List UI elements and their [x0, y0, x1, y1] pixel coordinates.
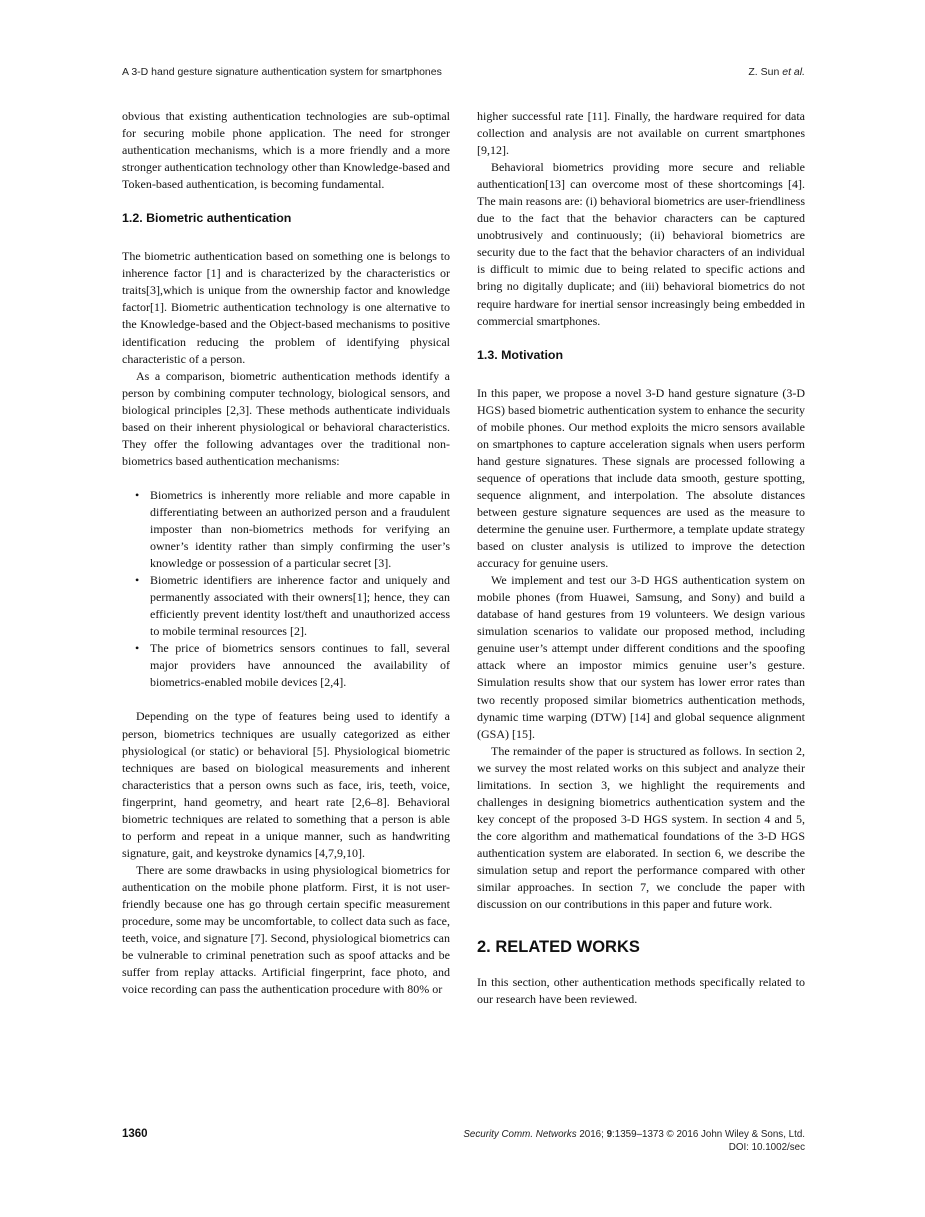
author-etal: et al.: [782, 66, 805, 78]
paragraph-intro-end: obvious that existing authentication technologies are sub-optimal for securing mobile phone application. The need for stronger authentication mechanisms, which is a more friendly and a more stronger authentication technology other than Knowledge-based and Token-based authentication, is becoming fundamental.: [122, 109, 450, 192]
list-item: [135, 487, 450, 572]
bullet-marker: •: [135, 573, 140, 588]
journal-volume: 9: [606, 1129, 613, 1140]
list-item-text: The price of biometrics sensors continues to fall, several major providers have announced the availability of biometrics-enabled mobile devices [2,4].: [150, 641, 450, 690]
citation-line: [463, 1128, 805, 1141]
paragraph-motivation-3: The remainder of the paper is structured as follows. In section 2, we survey the most related works on this subject and analyze their limitations. In section 3, we highlight the requirements and challenges in designing biometrics authentication system and the key concept of the proposed 3-D HGS system. In section 4 and 5, the core algorithm and mathematical foundations of the 3-D HGS authentication system are elaborated. In section 6, we describe the simulation setup and report the performance compared with other similar approaches. In section 7, we conclude the paper with discussion on our contributions in this paper and future work.: [477, 743, 805, 912]
list-item: [135, 640, 450, 691]
left-column: [122, 108, 450, 998]
list-item-text: Biometrics is inherently more reliable and more capable in differentiating between an authorized person and a fraudulent imposter than non-biometrics methods for verifying an owner’s identity rather than simply confirming the user’s knowledge or possession of a particular secret [3].: [150, 487, 450, 571]
paragraph-biometric-1: The biometric authentication based on something one is belongs to inherence factor [1] and is characterized by the characteristics or traits[3],which is unique from the ownership factor and knowledge factor[1]. Biometric authentication technology is one alternative to the Knowledge-based and the Object-based mechanisms to positive identification reducing the problem of identifying physical characteristic of a person.: [122, 249, 450, 366]
paragraph-motivation-1: In this paper, we propose a novel 3-D hand gesture signature (3-D HGS) based biometric authentication system to enhance the security of mobile phones. Our method exploits the micro sensors available on smartphones to capture acceleration signals when users perform hand gesture signatures. These signals are processed following a sequence of operations that include data smooth, gesture spotting, sequence alignment, and interpolation. The absolute distances between gesture signature sequences are used as the measure to determine the genuine user. Furthermore, a template update strategy based on cluster analysis is utilized to improve the detection accuracy for genuine users.: [477, 385, 805, 571]
section-heading-1-3: 1.3. Motivation: [477, 347, 564, 362]
paragraph-depending: Depending on the type of features being used to identify a person, biometrics techniques are usually categorized as either physiological (or static) or behavioral [5]. Physiological biometric techniques are based on biological measurements and inherent characteristics that a person owns such as face, iris, teeth, voice, fingerprint, hand geometry, and heart rate [2,6–8]. Behavioral biometric techniques are related to something that a person is able to perform and repeat in a unique manner, such as handwriting signature, gait, and keystroke dynamics [4,7,9,10].: [122, 709, 450, 860]
paragraph-behavioral: Behavioral biometrics providing more secure and reliable authentication[13] can overcome most of these shortcomings [4]. The main reasons are: (i) behavioral biometrics are user-friendliness due to the fact that the behavior characters can be captured unobtrusively and continuously; (ii) behavioral biometrics are security due to the fact that the behavior characters of an individual is difficult to mimic due to being related to specific actions and bring no digitally duplicate; and (iii) behavioral biometrics do not require hardware for inertial sensor increasingly being embedded in commercial smartphones.: [477, 160, 805, 328]
section-heading-2: 2. RELATED WORKS: [477, 938, 640, 957]
paragraph-continued: higher successful rate [11]. Finally, the hardware required for data collection and analysis are not available on current smartphones [9,12].: [477, 109, 805, 158]
journal-year: 2016;: [579, 1129, 604, 1140]
journal-name: Security Comm. Networks: [463, 1129, 577, 1140]
section-heading-1-2: 1.2. Biometric authentication: [122, 211, 292, 226]
bullet-marker: •: [135, 641, 140, 656]
running-title: A 3-D hand gesture signature authentication system for smartphones: [122, 66, 442, 78]
running-authors: [748, 66, 805, 78]
list-item-text: Biometric identifiers are inherence factor and uniquely and permanently associated with their owners[1]; hence, they can efficiently prevent identity lost/theft and unauthorized access to mobile terminal resources [2].: [150, 573, 450, 639]
journal-pages: :1359–1373 © 2016 John Wiley & Sons, Ltd.: [612, 1129, 805, 1140]
citation-footer: [463, 1128, 805, 1154]
right-column: [477, 108, 805, 1008]
paragraph-motivation-2: We implement and test our 3-D HGS authentication system on mobile phones (from Huawei, Samsung, and Sony) and build a database of hand gestures from 19 volunteers. We design various simulation scenarios to validate our proposed method, including genuine user’s attempt under different conditions and the spoofing attack where an impostor mimics genuine user’s gesture. Simulation results show that our system has lower error rates than two recently proposed similar biometrics authentication methods, dynamic time warping (DTW) [14] and global sequence alignment (GSA) [15].: [477, 573, 805, 741]
paragraph-biometric-2: As a comparison, biometric authentication methods identify a person by combining computer technology, biological sensors, and biological principles [2,3]. These methods authenticate individuals based on their inherent physiological or behavioral characteristics. They offer the following advantages over the traditional non-biometrics based authentication mechanisms:: [122, 368, 450, 468]
page-number: 1360: [122, 1128, 148, 1140]
bullet-marker: •: [135, 487, 140, 502]
paragraph-related: In this section, other authentication methods specifically related to our research have been reviewed.: [477, 975, 805, 1007]
doi: DOI: 10.1002/sec: [728, 1142, 805, 1153]
author-name: Z. Sun: [748, 66, 780, 78]
advantages-list: [122, 487, 450, 692]
list-item: [135, 572, 450, 640]
paragraph-drawbacks: There are some drawbacks in using physiological biometrics for authentication on the mobile phone platform. First, it is not user-friendly because one has go through certain specific measurement procedure, some may be uncomfortable, to collect data such as face, teeth, voice, and signature [7]. Second, physiological biometrics can be vulnerable to criminal penetration such as spoof attacks and be suffer from replay attacks. Artificial fingerprint, face photo, and voice recording can pass the authentication procedure with 80% or: [122, 862, 450, 997]
